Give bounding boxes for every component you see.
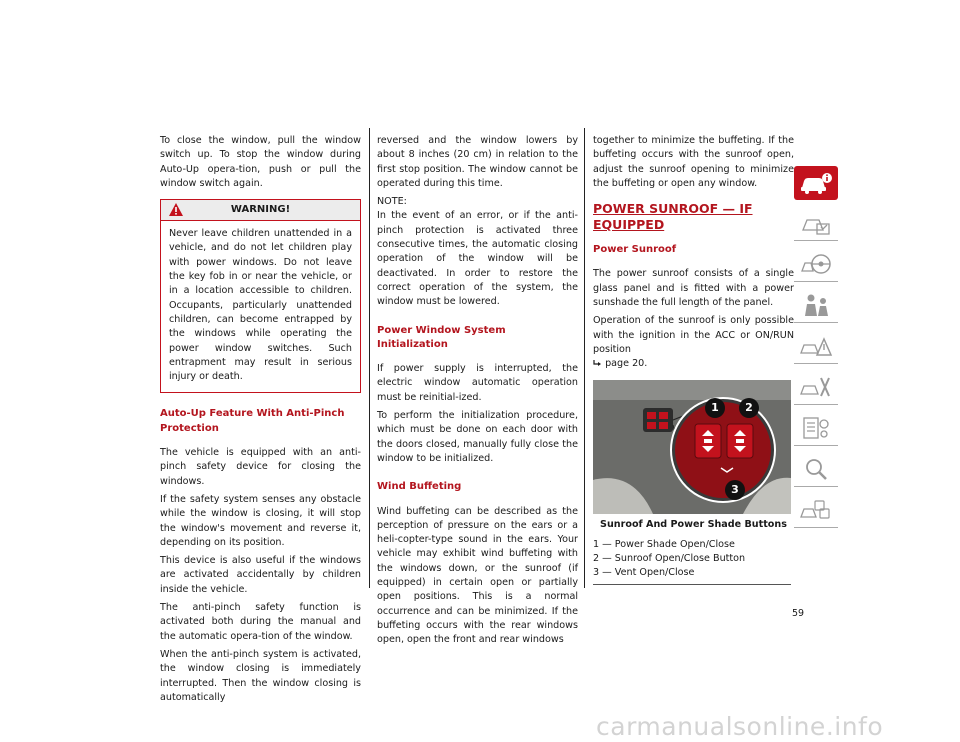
paragraph: If the safety system senses any obstacle while the window is closing, it will stop the window's movement and reverse it, depending on its position. — [160, 493, 361, 548]
figure-callout-2: 2 — [739, 398, 759, 418]
column-2 — [377, 134, 578, 652]
warning-road-icon — [799, 333, 833, 359]
section-heading-power-sunroof: Power Sunroof — [593, 244, 677, 256]
column-1 — [160, 134, 361, 709]
chapter-heading-line-1: POWER SUNROOF — IF — [593, 201, 753, 217]
warning-text: Never leave children unattended in a vehicle, and do not let children play with power windows. Do not leave the key fob in or near the vehicle, or in a location accessible to children. Occupants, particularly unattended children, can become entrapped by the windows while operating the power window switches. Such entrapment may result in serious injury or death. — [169, 228, 352, 383]
steering-wheel-icon — [799, 251, 833, 277]
tab-in-case-of-emergency[interactable] — [794, 329, 838, 364]
tab-servicing-maintenance[interactable] — [794, 370, 838, 405]
warning-box — [160, 199, 361, 393]
tab-safety[interactable] — [794, 288, 838, 323]
section-heading-anti-pinch: Auto-Up Feature With Anti-Pinch Protection — [160, 408, 345, 434]
figure-caption: Sunroof And Power Shade Buttons — [600, 518, 787, 530]
note-label: NOTE: — [377, 196, 407, 208]
paragraph — [593, 314, 794, 357]
sunroof-console-illustration — [593, 380, 791, 514]
paragraph: The anti-pinch safety function is activated both during the manual and the automatic opera-tion of the window. — [160, 602, 361, 642]
tab-getting-to-know-vehicle[interactable] — [794, 166, 838, 200]
paragraph: reversed and the window lowers by about 8 inches (20 cm) in relation to the first stop position. The window cannot be operated during this time. — [377, 135, 578, 189]
legend-divider — [593, 584, 791, 585]
page-reference[interactable] — [593, 357, 794, 371]
paragraph: The vehicle is equipped with an anti-pinch safety device for closing the windows. — [160, 447, 361, 487]
occupant-safety-icon — [799, 292, 833, 318]
dashboard-lights-icon — [799, 210, 833, 236]
paragraph: together to minimize the buffeting. If the buffeting occurs with the sunroof open, adjust the sunroof opening to minimize the buffeting or open any window. — [593, 135, 794, 189]
intro-paragraph: To close the window, pull the window switch up. To stop the window during Auto-Up opera-tion, push or pull the window switch again. — [160, 135, 361, 189]
tab-dashboard-lights[interactable] — [794, 206, 838, 241]
chapter-heading-line-2: EQUIPPED — [593, 217, 665, 233]
chapter-heading-power-sunroof — [593, 201, 794, 233]
specifications-icon — [799, 415, 833, 441]
arrow-reference-icon — [593, 359, 602, 368]
sunroof-buttons-figure — [593, 380, 791, 514]
column-divider — [369, 128, 370, 588]
page-reference-text: page 20. — [605, 358, 648, 370]
page-number: 59 — [792, 608, 805, 619]
warning-triangle-icon — [169, 203, 183, 216]
legend-item-1: 1 — Power Shade Open/Close — [593, 538, 735, 550]
tab-starting-operating[interactable] — [794, 247, 838, 282]
paragraph: When the anti-pinch system is activated, the window closing is immediately interrupted. Then the window closing is automatically — [160, 648, 361, 703]
paragraph: Wind buffeting can be described as the perception of pressure on the ears or a heli-copter-type sound in the ears. Your vehicle may exhibit wind buffeting with the windows down, or the sunroof (if equipped) in certain open or partially open positions. This is a normal occurrence and can be minimized. If the buffeting occurs with the rear windows open, open the front and rear windows — [377, 505, 578, 646]
section-heading-wind-buffeting: Wind Buffeting — [377, 481, 462, 493]
car-info-icon — [799, 171, 833, 195]
paragraph: If power supply is interrupted, the electric window automatic operation must be reinitial-ized. — [377, 363, 578, 403]
figure-callout-3: 3 — [725, 480, 745, 500]
paragraph: The power sunroof consists of a single glass panel and is fitted with a power sunshade the full length of the panel. — [593, 268, 794, 309]
search-index-icon — [799, 456, 833, 482]
paragraph: To perform the initialization procedure, which must be done on each door with the doors closed, manually fully close the window to be initialized. — [377, 410, 578, 464]
column-3 — [593, 134, 794, 585]
tab-multimedia[interactable] — [794, 493, 838, 528]
tab-index[interactable] — [794, 452, 838, 487]
language-icon — [799, 497, 833, 523]
watermark-text: carmanualsonline.info — [596, 712, 884, 741]
tools-icon — [799, 374, 833, 400]
paragraph-text: Operation of the sunroof is only possible with the ignition in the ACC or ON/RUN position — [593, 315, 794, 355]
column-divider — [584, 128, 585, 588]
warning-header — [161, 200, 360, 221]
note-text: In the event of an error, or if the anti-pinch protection is activated three consecutive times, the automatic closing operation of the window will be deactivated. In order to restore the correct operation of the system, the window must be lowered. — [377, 210, 578, 308]
paragraph: This device is also useful if the windows are activated accidentally by children inside the vehicle. — [160, 555, 361, 595]
section-heading-initialization: Power Window System Initialization — [377, 324, 506, 350]
figure-callout-1: 1 — [705, 398, 725, 418]
tab-technical-specifications[interactable] — [794, 411, 838, 446]
warning-title: WARNING! — [230, 204, 291, 216]
legend-item-2: 2 — Sunroof Open/Close Button — [593, 552, 746, 564]
legend-item-3: 3 — Vent Open/Close — [593, 566, 695, 578]
chapter-tabs — [794, 166, 842, 534]
